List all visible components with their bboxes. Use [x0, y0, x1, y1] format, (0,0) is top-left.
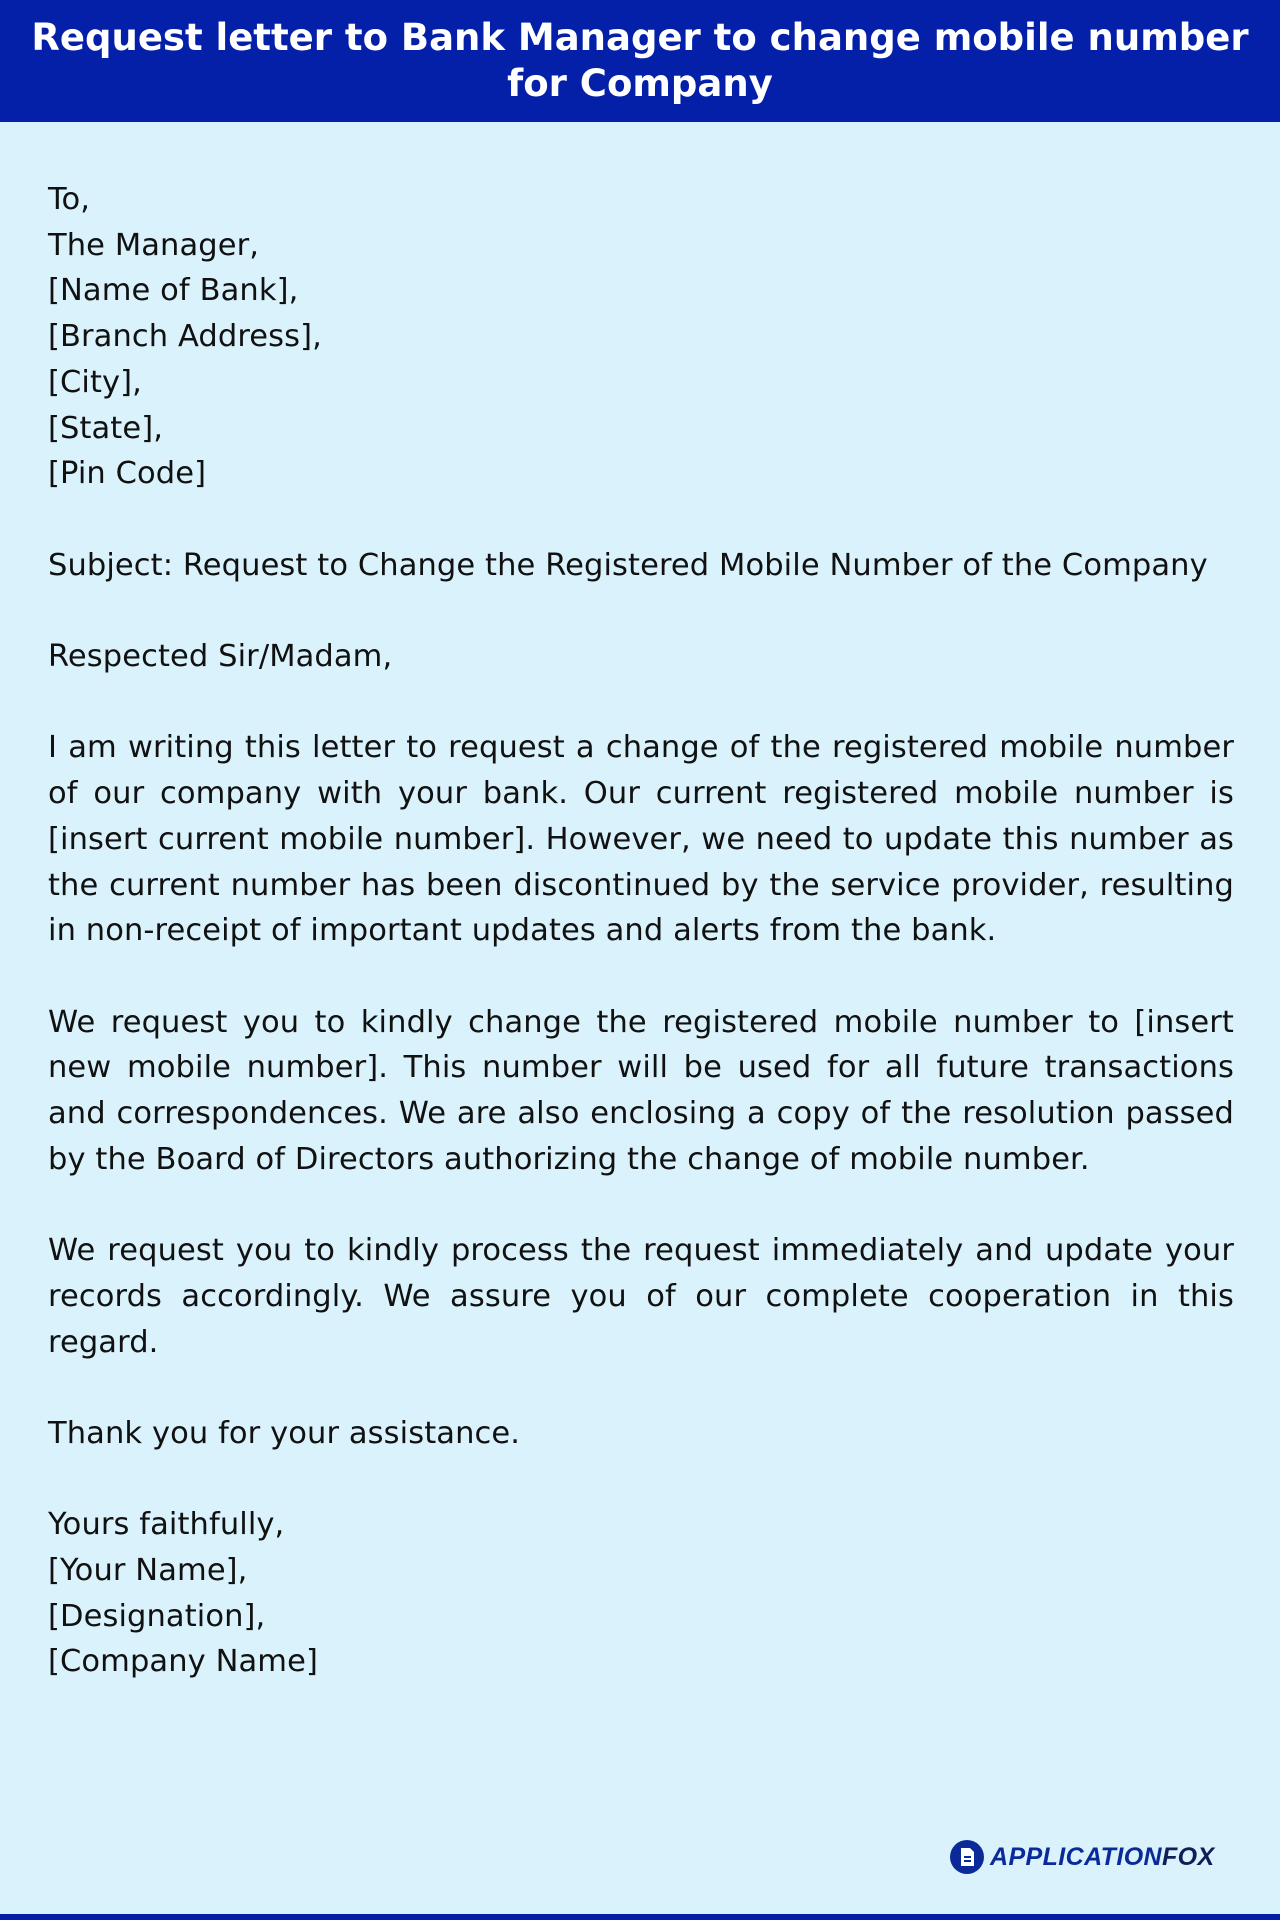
letter-paragraph: We request you to kindly process the request immediately and update your records accordingly. We assure you of our complete cooperation in this regard.	[48, 1233, 1234, 1360]
closing-line: [Designation],	[48, 1598, 266, 1634]
recipient-line: [Pin Code]	[48, 456, 207, 492]
letter-subject: Subject: Request to Change the Registered Mobile Number of the Company	[48, 547, 1208, 583]
closing-line: [Your Name],	[48, 1552, 248, 1588]
recipient-line: [Branch Address],	[48, 319, 322, 355]
letter-paragraph: We request you to kindly change the registered mobile number to [insert new mobile number]. This number will be used for all future transactions and correspondences. We are also enclosing a copy of the resolution passed by the Board of Directors authorizing the change of mobile number.	[48, 1004, 1234, 1177]
closing-line: Yours faithfully,	[48, 1507, 285, 1543]
brand-name-part2: FOX	[1162, 1842, 1215, 1871]
bottom-bar	[0, 1914, 1280, 1920]
brand-logo	[950, 1837, 1215, 1877]
letter-paragraph: I am writing this letter to request a change of the registered mobile number of our company with your bank. Our current registered mobile number is [insert current mobile number]. However, we need to update this number as the current number has been discontinued by the service provider, resulting in non-receipt of important updates and alerts from the bank.	[48, 730, 1234, 949]
recipient-line: [State],	[48, 410, 164, 446]
letter-signature	[48, 1502, 1234, 1685]
page-title: Request letter to Bank Manager to change mobile number for Company	[31, 16, 1249, 105]
recipient-address	[48, 177, 1234, 497]
header-bar	[0, 0, 1280, 122]
brand-name	[990, 1843, 1215, 1872]
letter-body	[48, 177, 1234, 1685]
closing-line: [Company Name]	[48, 1644, 318, 1680]
document-icon	[950, 1840, 984, 1874]
letter-thanks: Thank you for your assistance.	[48, 1415, 521, 1451]
letter-salutation: Respected Sir/Madam,	[48, 639, 393, 674]
recipient-line: [Name of Bank],	[48, 273, 299, 309]
brand-name-part1: APPLICATION	[990, 1842, 1162, 1871]
recipient-line: [City],	[48, 364, 142, 400]
recipient-line: To,	[48, 182, 91, 217]
recipient-line: The Manager,	[48, 227, 260, 263]
